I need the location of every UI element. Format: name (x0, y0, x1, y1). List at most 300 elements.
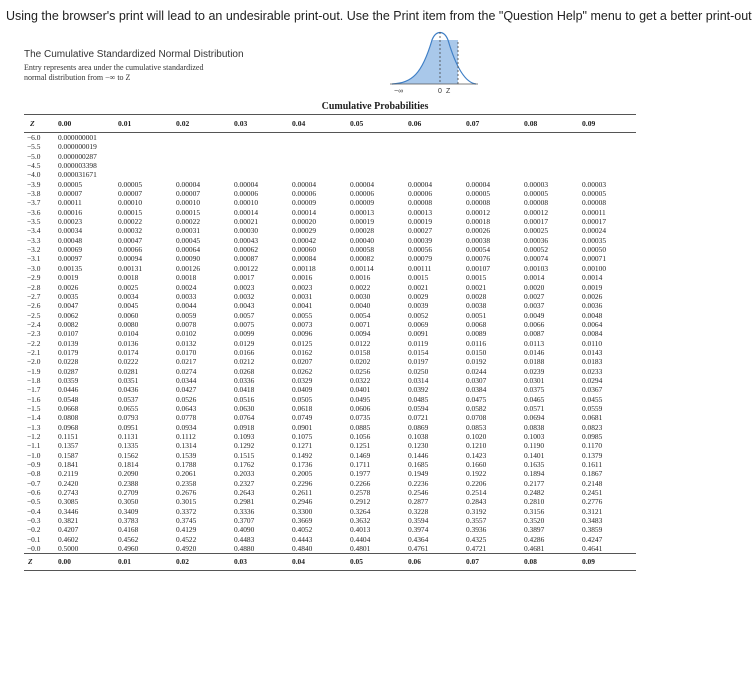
probability-cell: 0.00056 (408, 245, 433, 255)
probability-cell: 0.0119 (408, 338, 429, 348)
probability-cell: 0.2005 (292, 469, 313, 479)
footer-header: 0.00 (54, 554, 114, 571)
probability-cell: 0.1515 (234, 450, 255, 460)
probability-cell: 0.0041 (292, 301, 313, 311)
probability-cell: 0.3264 (350, 506, 371, 516)
probability-cell: 0.0084 (582, 329, 603, 339)
probability-cell: 0.0036 (582, 301, 603, 311)
probability-cell: 0.2843 (466, 497, 487, 507)
probability-cell: 0.3707 (234, 516, 255, 526)
probability-cell: 0.0749 (292, 413, 313, 423)
table-row (24, 180, 636, 189)
probability-cell: 0.0034 (118, 291, 139, 301)
probability-cell: 0.1711 (350, 460, 371, 470)
probability-cell: 0.1314 (176, 441, 197, 451)
probability-cell: 0.0384 (466, 385, 487, 395)
z-value-cell: −0.7 (27, 478, 41, 488)
probability-cell: 0.00052 (524, 245, 549, 255)
probability-cell: 0.3557 (466, 516, 487, 526)
probability-cell: 0.0038 (466, 301, 487, 311)
probability-cell: 0.0968 (58, 422, 79, 432)
probability-cell (462, 142, 520, 151)
probability-cell: 0.0170 (176, 347, 197, 357)
table-row (24, 264, 636, 273)
probability-cell: 0.3015 (176, 497, 197, 507)
probability-cell: 0.00074 (524, 254, 549, 264)
probability-cell: 0.0274 (176, 366, 197, 376)
probability-cell (230, 161, 288, 170)
probability-cell: 0.00010 (118, 198, 143, 208)
probability-cell: 0.0207 (292, 357, 313, 367)
column-header: 0.09 (578, 115, 636, 133)
z-value-cell: −2.7 (27, 291, 41, 301)
probability-cell: 0.0838 (524, 422, 545, 432)
probability-cell (230, 152, 288, 161)
probability-cell: 0.3594 (408, 516, 429, 526)
probability-cell: 0.4364 (408, 534, 429, 544)
table-row (24, 413, 636, 422)
probability-cell: 0.3745 (176, 516, 197, 526)
probability-cell (520, 142, 578, 151)
probability-cell: 0.0068 (466, 319, 487, 329)
probability-cell: 0.4013 (350, 525, 371, 535)
cumulative-probabilities-title: Cumulative Probabilities (321, 101, 429, 112)
footer-header: 0.09 (578, 554, 636, 571)
probability-cell: 0.0087 (524, 329, 545, 339)
probability-cell: 0.1736 (292, 460, 313, 470)
probability-cell: 0.00069 (58, 245, 83, 255)
table-row (24, 320, 636, 329)
probability-cell: 0.0026 (582, 291, 603, 301)
probability-cell: 0.2061 (176, 469, 197, 479)
probability-cell: 0.00018 (466, 217, 491, 227)
probability-cell: 0.1271 (292, 441, 313, 451)
probability-cell: 0.0721 (408, 413, 429, 423)
probability-cell: 0.2643 (234, 488, 255, 498)
probability-cell: 0.0150 (466, 347, 487, 357)
probability-cell: 0.5000 (54, 544, 114, 554)
probability-cell: 0.0102 (176, 329, 197, 339)
probability-cell: 0.0016 (292, 273, 313, 283)
probability-cell: 0.00008 (408, 198, 433, 208)
table-row (24, 479, 636, 488)
probability-cell: 0.0055 (292, 310, 313, 320)
table-row (24, 516, 636, 525)
probability-cell: 0.1894 (524, 469, 545, 479)
probability-cell: 0.00045 (176, 235, 201, 245)
table-body (24, 133, 636, 554)
probability-cell: 0.1922 (466, 469, 487, 479)
table-row (24, 535, 636, 544)
cumulative-probability-table (24, 100, 636, 571)
table-row (24, 283, 636, 292)
probability-cell: 0.3300 (292, 506, 313, 516)
probability-cell (404, 152, 462, 161)
probability-cell (230, 133, 288, 143)
probability-cell (230, 142, 288, 151)
probability-cell: 0.0051 (466, 310, 487, 320)
table-row (24, 404, 636, 413)
table-header-description (24, 63, 244, 83)
probability-cell: 0.0018 (118, 273, 139, 283)
probability-cell: 0.00006 (234, 189, 259, 199)
probability-cell (578, 152, 636, 161)
z-value-cell: −3.0 (27, 263, 41, 273)
probability-cell: 0.1949 (408, 469, 429, 479)
probability-cell: 0.0045 (118, 301, 139, 311)
table-row (24, 339, 636, 348)
z-value-cell: −6.0 (27, 133, 41, 142)
probability-cell: 0.00004 (176, 179, 201, 189)
probability-cell: 0.1230 (408, 441, 429, 451)
probability-cell: 0.0037 (524, 301, 545, 311)
probability-cell: 0.0239 (524, 366, 545, 376)
probability-cell: 0.00011 (582, 207, 606, 217)
probability-cell: 0.0188 (524, 357, 545, 367)
probability-cell: 0.00111 (408, 263, 432, 273)
probability-cell: 0.00008 (466, 198, 491, 208)
probability-cell: 0.1379 (582, 450, 603, 460)
z-value-cell: −1.5 (27, 403, 41, 413)
probability-cell: 0.00039 (408, 235, 433, 245)
probability-cell: 0.0681 (582, 413, 603, 423)
probability-cell: 0.00026 (466, 226, 491, 236)
probability-cell (288, 133, 346, 143)
probability-cell: 0.0162 (292, 347, 313, 357)
probability-cell: 0.0035 (58, 291, 79, 301)
probability-cell: 0.00007 (58, 189, 83, 199)
probability-cell (404, 142, 462, 151)
table-row (24, 292, 636, 301)
probability-cell: 0.0096 (292, 329, 313, 339)
probability-cell: 0.00079 (408, 254, 433, 264)
probability-cell: 0.1423 (466, 450, 487, 460)
probability-cell: 0.0222 (118, 357, 139, 367)
probability-cell (578, 161, 636, 170)
probability-cell: 0.0985 (582, 432, 603, 441)
probability-cell: 0.0643 (176, 403, 197, 413)
probability-cell: 0.0217 (176, 357, 197, 367)
probability-cell: 0.0287 (58, 366, 79, 376)
footer-header: 0.05 (346, 554, 404, 571)
probability-cell: 0.00090 (176, 254, 201, 264)
probability-cell: 0.1492 (292, 450, 313, 460)
probability-cell (578, 142, 636, 151)
probability-cell: 0.00015 (118, 207, 143, 217)
probability-cell: 0.00013 (408, 207, 433, 217)
probability-cell: 0.0329 (292, 375, 313, 385)
probability-cell: 0.0314 (408, 375, 429, 385)
probability-cell: 0.00020 (292, 217, 317, 227)
probability-cell: 0.000031671 (58, 170, 97, 180)
probability-cell: 0.0158 (350, 347, 371, 357)
probability-cell: 0.0099 (234, 329, 255, 339)
probability-cell: 0.1003 (524, 432, 545, 441)
probability-cell (346, 170, 404, 179)
table-row (24, 451, 636, 460)
table-row (24, 357, 636, 366)
probability-cell: 0.2358 (176, 478, 197, 488)
probability-cell: 0.1112 (176, 432, 196, 441)
probability-cell: 0.00084 (292, 254, 317, 264)
table-row (24, 208, 636, 217)
probability-cell: 0.0154 (408, 347, 429, 357)
probability-cell: 0.1469 (350, 450, 371, 460)
probability-cell (520, 161, 578, 170)
probability-cell: 0.00094 (118, 254, 143, 264)
probability-cell: 0.0351 (118, 375, 139, 385)
column-header-z: Z (24, 115, 54, 133)
probability-cell: 0.00029 (292, 226, 317, 236)
probability-cell: 0.3336 (234, 506, 255, 516)
table-row (24, 367, 636, 376)
column-header: 0.07 (462, 115, 520, 133)
probability-cell: 0.0885 (350, 422, 371, 432)
probability-cell (114, 170, 172, 179)
probability-cell: 0.0018 (176, 273, 197, 283)
probability-cell: 0.0025 (118, 282, 139, 292)
probability-cell: 0.00024 (582, 226, 607, 236)
probability-cell: 0.3897 (524, 525, 545, 535)
probability-cell: 0.1056 (350, 432, 371, 441)
probability-cell: 0.1635 (524, 460, 545, 470)
probability-cell: 0.00066 (118, 245, 143, 255)
description-line-1: Entry represents area under the cumulative standardized (24, 63, 204, 72)
probability-cell (462, 152, 520, 161)
column-header: 0.05 (346, 115, 404, 133)
probability-cell: 0.4325 (466, 534, 487, 544)
probability-cell: 0.4129 (176, 525, 197, 535)
probability-cell: 0.0281 (118, 366, 139, 376)
probability-cell: 0.00032 (118, 226, 143, 236)
probability-cell: 0.0044 (176, 301, 197, 311)
footer-header: 0.04 (288, 554, 346, 571)
probability-cell: 0.3669 (292, 516, 313, 526)
z-value-cell: −3.4 (27, 226, 41, 236)
probability-cell: 0.00003 (582, 179, 607, 189)
probability-cell: 0.1251 (350, 441, 371, 451)
probability-cell: 0.00122 (234, 263, 259, 273)
z-value-cell: −0.8 (27, 469, 41, 479)
probability-cell: 0.00004 (466, 179, 491, 189)
probability-cell: 0.0901 (292, 422, 313, 432)
table-row (24, 142, 636, 151)
probability-cell: 0.0228 (58, 357, 79, 367)
probability-cell (520, 170, 578, 179)
probability-cell: 0.3859 (582, 525, 603, 535)
z-value-cell: −5.0 (27, 151, 41, 161)
probability-cell: 0.000000001 (58, 133, 97, 142)
probability-cell: 0.0202 (350, 357, 371, 367)
probability-cell: 0.00007 (118, 189, 143, 199)
probability-cell: 0.00006 (350, 189, 375, 199)
z-value-cell: −4.5 (27, 161, 41, 171)
probability-cell: 0.0869 (408, 422, 429, 432)
probability-cell: 0.00022 (176, 217, 201, 227)
probability-cell: 0.00023 (58, 217, 83, 227)
probability-cell (288, 142, 346, 151)
z-value-cell: −2.6 (27, 301, 41, 311)
probability-cell: 0.0409 (292, 385, 313, 395)
probability-cell: 0.1841 (58, 460, 79, 470)
z-value-cell: −3.9 (27, 179, 41, 189)
probability-cell: 0.2420 (58, 478, 79, 488)
probability-cell: 0.00097 (58, 254, 83, 264)
probability-cell: 0.0179 (58, 347, 79, 357)
probability-cell (114, 133, 172, 143)
probability-cell: 0.4404 (350, 534, 371, 544)
probability-cell: 0.4090 (234, 525, 255, 535)
table-row (24, 161, 636, 170)
probability-cell: 0.00010 (176, 198, 201, 208)
table-row (24, 469, 636, 478)
table-row (24, 395, 636, 404)
probability-cell: 0.000000287 (58, 151, 97, 161)
z-value-cell: −2.0 (27, 357, 41, 367)
probability-cell: 0.2327 (234, 478, 255, 488)
probability-cell (520, 152, 578, 161)
probability-cell: 0.4522 (176, 534, 197, 544)
probability-cell: 0.2877 (408, 497, 429, 507)
probability-cell: 0.0918 (234, 422, 255, 432)
probability-cell: 0.0526 (176, 394, 197, 404)
probability-cell: 0.00013 (350, 207, 375, 217)
probability-cell: 0.0107 (58, 329, 79, 339)
probability-cell: 0.2514 (466, 488, 487, 498)
probability-cell: 0.1446 (408, 450, 429, 460)
table-row (24, 217, 636, 226)
probability-cell: 0.00009 (292, 198, 317, 208)
probability-cell: 0.2119 (58, 469, 79, 479)
probability-cell: 0.0344 (176, 375, 197, 385)
probability-cell: 0.00043 (234, 235, 259, 245)
probability-cell: 0.0043 (234, 301, 255, 311)
z-value-cell: −0.4 (27, 506, 41, 516)
probability-cell: 0.0048 (582, 310, 603, 320)
probability-cell: 0.1190 (524, 441, 545, 451)
probability-cell: 0.0183 (582, 357, 603, 367)
probability-cell: 0.0060 (118, 310, 139, 320)
probability-cell: 0.000000019 (58, 142, 97, 152)
probability-cell: 0.0764 (234, 413, 255, 423)
probability-cell: 0.0059 (176, 310, 197, 320)
probability-cell: 0.00100 (582, 263, 607, 273)
z-value-cell: −0.0 (24, 544, 54, 554)
probability-cell: 0.2611 (292, 488, 313, 498)
probability-cell: 0.0455 (582, 394, 603, 404)
probability-cell: 0.0014 (524, 273, 545, 283)
probability-cell: 0.0033 (176, 291, 197, 301)
probability-cell: 0.0594 (408, 403, 429, 413)
probability-cell: 0.2709 (118, 488, 139, 498)
probability-cell: 0.00004 (292, 179, 317, 189)
probability-cell: 0.1335 (118, 441, 139, 451)
z-value-cell: −0.3 (27, 516, 41, 526)
probability-cell: 0.0375 (524, 385, 545, 395)
footer-header: 0.01 (114, 554, 172, 571)
probability-cell: 0.0778 (176, 413, 197, 423)
probability-cell: 0.0934 (176, 422, 197, 432)
z-value-cell: −5.5 (27, 142, 41, 152)
probability-cell: 0.3974 (408, 525, 429, 535)
z-value-cell: −0.9 (27, 460, 41, 470)
probability-cell: 0.0143 (582, 347, 603, 357)
probability-cell: 0.2546 (408, 488, 429, 498)
probability-cell: 0.0516 (234, 394, 255, 404)
probability-cell: 0.4721 (462, 544, 520, 554)
probability-cell: 0.0029 (408, 291, 429, 301)
probability-cell: 0.2981 (234, 497, 255, 507)
probability-cell: 0.0322 (350, 375, 371, 385)
probability-cell: 0.0571 (524, 403, 545, 413)
probability-cell (114, 152, 172, 161)
table-row (24, 152, 636, 161)
table-row (24, 507, 636, 516)
z-value-cell: −0.6 (27, 488, 41, 498)
probability-cell (578, 170, 636, 179)
probability-cell (172, 161, 230, 170)
z-value-cell: −1.0 (27, 450, 41, 460)
table-row (24, 236, 636, 245)
probability-cell: 0.0427 (176, 385, 197, 395)
probability-cell: 0.2776 (582, 497, 603, 507)
probability-cell: 0.1762 (234, 460, 255, 470)
probability-cell: 0.00017 (524, 217, 549, 227)
probability-cell: 0.4168 (118, 525, 139, 535)
shaded-area (392, 40, 458, 84)
probability-cell: 0.0116 (466, 338, 487, 348)
probability-cell: 0.4286 (524, 534, 545, 544)
probability-cell: 0.0853 (466, 422, 487, 432)
column-header: 0.08 (520, 115, 578, 133)
probability-cell: 0.2236 (408, 478, 429, 488)
probability-cell: 0.3783 (118, 516, 139, 526)
probability-cell (288, 152, 346, 161)
probability-cell: 0.0367 (582, 385, 603, 395)
probability-cell: 0.4960 (114, 544, 172, 554)
probability-cell: 0.00014 (234, 207, 259, 217)
probability-cell: 0.1131 (118, 432, 139, 441)
probability-cell: 0.0125 (292, 338, 313, 348)
probability-cell (114, 142, 172, 151)
table-row (24, 348, 636, 357)
probability-cell: 0.0019 (58, 273, 79, 283)
probability-cell: 0.0735 (350, 413, 371, 423)
probability-cell: 0.2296 (292, 478, 313, 488)
table-row (24, 441, 636, 450)
probability-cell: 0.2810 (524, 497, 545, 507)
probability-cell: 0.4840 (288, 544, 346, 554)
column-header: 0.01 (114, 115, 172, 133)
probability-cell: 0.0244 (466, 366, 487, 376)
probability-cell: 0.4681 (520, 544, 578, 554)
footer-header: 0.03 (230, 554, 288, 571)
probability-cell: 0.3632 (350, 516, 371, 526)
z-value-cell: −1.9 (27, 366, 41, 376)
probability-cell: 0.0307 (466, 375, 487, 385)
z-value-cell: −3.5 (27, 217, 41, 227)
column-header: 0.00 (54, 115, 114, 133)
probability-cell: 0.2743 (58, 488, 79, 498)
probability-cell: 0.00009 (350, 198, 375, 208)
probability-cell: 0.00005 (524, 189, 549, 199)
probability-cell: 0.3228 (408, 506, 429, 516)
probability-cell: 0.00030 (234, 226, 259, 236)
table-header-title: The Cumulative Standardized Normal Distribution (24, 49, 244, 60)
probability-cell: 0.0019 (582, 282, 603, 292)
probability-cell: 0.0054 (350, 310, 371, 320)
probability-cell: 0.1075 (292, 432, 313, 441)
